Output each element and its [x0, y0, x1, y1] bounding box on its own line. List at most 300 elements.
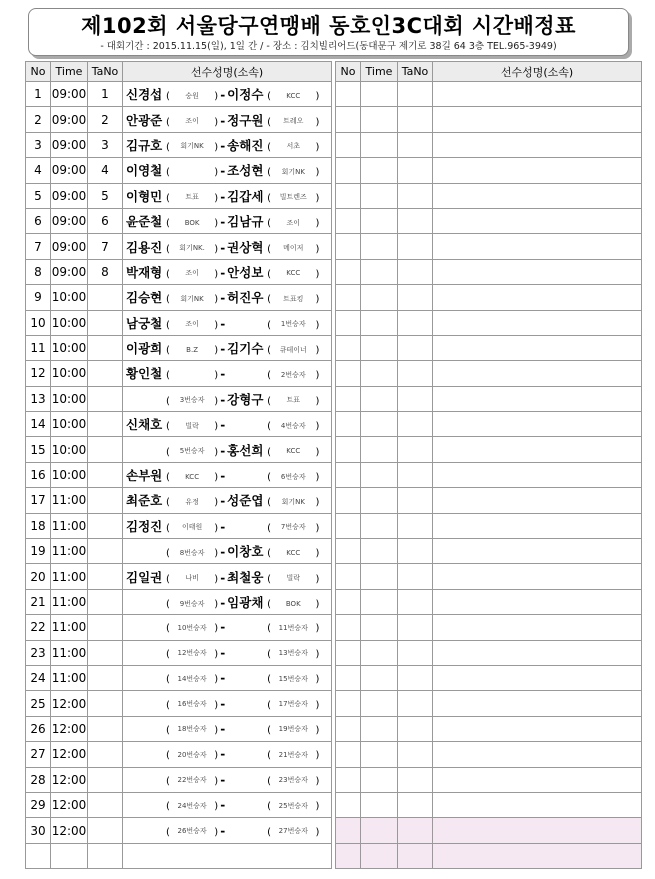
- versus-dash: -: [220, 342, 226, 357]
- empty-cell: [398, 361, 433, 386]
- paren-open: (: [267, 446, 275, 458]
- paren-open: (: [267, 167, 275, 179]
- paren-close: ): [312, 395, 320, 407]
- table-no: [88, 437, 123, 462]
- paren-close: ): [211, 522, 219, 534]
- empty-cell: [336, 183, 361, 208]
- empty-cell: [361, 183, 398, 208]
- empty-cell: [336, 640, 361, 665]
- players-cell: [123, 437, 332, 462]
- match-time: 09:00: [51, 208, 88, 233]
- paren-close: ): [312, 192, 320, 204]
- match-time: 09:00: [51, 183, 88, 208]
- table-row-empty: [336, 132, 642, 157]
- empty-cell: [361, 716, 398, 741]
- empty-cell: [398, 742, 433, 767]
- table-row-empty: [336, 412, 642, 437]
- player-b-affiliation: 조이: [286, 218, 301, 227]
- paren-close: ): [211, 243, 219, 255]
- table-row-empty: [336, 843, 642, 868]
- player-b-affiliation: 4번승자: [280, 421, 306, 430]
- player-b-affiliation: KCC: [286, 269, 301, 278]
- table-no: [88, 335, 123, 360]
- paren-open: (: [267, 243, 275, 255]
- paren-close: ): [312, 91, 320, 103]
- paren-open: (: [267, 472, 275, 484]
- match-no: 26: [26, 716, 51, 741]
- empty-cell: [433, 259, 642, 284]
- table-no: [88, 361, 123, 386]
- table-row-empty: [336, 234, 642, 259]
- match-no: [26, 843, 51, 868]
- paren-close: ): [312, 826, 320, 838]
- paren-close: ): [312, 623, 320, 635]
- paren-close: ): [211, 421, 219, 433]
- table-row-empty: [336, 335, 642, 360]
- paren-close: ): [312, 294, 320, 306]
- table-row: [26, 132, 332, 157]
- players-cell: [123, 691, 332, 716]
- empty-cell: [361, 843, 398, 868]
- paren-open: (: [166, 826, 174, 838]
- empty-cell: [361, 335, 398, 360]
- empty-cell: [361, 792, 398, 817]
- table-no: 4: [88, 158, 123, 183]
- empty-cell: [398, 285, 433, 310]
- paren-close: ): [211, 395, 219, 407]
- table-row: [26, 462, 332, 487]
- player-a-affiliation: 5번승자: [179, 447, 205, 456]
- empty-cell: [361, 158, 398, 183]
- match-no: 4: [26, 158, 51, 183]
- title-box: [28, 8, 629, 56]
- empty-cell: [433, 183, 642, 208]
- player-a-name: 신경섭: [126, 87, 163, 103]
- match-no: 9: [26, 285, 51, 310]
- paren-open: (: [267, 548, 275, 560]
- empty-cell: [433, 462, 642, 487]
- table-row: [26, 158, 332, 183]
- players-cell: [123, 234, 332, 259]
- match-time: 10:00: [51, 412, 88, 437]
- players-cell: [123, 335, 332, 360]
- match-time: 12:00: [51, 691, 88, 716]
- table-row-empty: [336, 488, 642, 513]
- table-row-empty: [336, 361, 642, 386]
- empty-cell: [336, 335, 361, 360]
- paren-open: (: [166, 623, 174, 635]
- paren-close: ): [312, 648, 320, 660]
- match-no: 10: [26, 310, 51, 335]
- match-no: 5: [26, 183, 51, 208]
- player-b-name: 정구원: [227, 112, 264, 128]
- paren-open: (: [267, 648, 275, 660]
- versus-dash: -: [220, 570, 226, 585]
- empty-cell: [361, 539, 398, 564]
- match-time: 12:00: [51, 792, 88, 817]
- empty-cell: [336, 564, 361, 589]
- paren-close: ): [211, 91, 219, 103]
- player-b-name: 김갑세: [227, 188, 264, 204]
- versus-dash: -: [220, 367, 226, 382]
- table-row: [26, 589, 332, 614]
- table-row: [26, 792, 332, 817]
- table-row-empty: [336, 792, 642, 817]
- event-info: - 대회기간 : 2015.11.15(일), 1일 간 / - 장소 : 김치빌리어드(동대문구 제기로 38길 64 3층 TEL.965-3949): [100, 41, 557, 52]
- match-time: 09:00: [51, 158, 88, 183]
- match-time: 11:00: [51, 589, 88, 614]
- paren-open: (: [166, 573, 174, 585]
- schedule-table-left: [25, 61, 332, 869]
- paren-open: (: [267, 268, 275, 280]
- paren-close: ): [312, 674, 320, 686]
- table-no: 8: [88, 259, 123, 284]
- player-b-name: 허진우: [227, 290, 264, 306]
- players-cell: [123, 742, 332, 767]
- paren-close: ): [211, 319, 219, 331]
- empty-cell: [398, 82, 433, 107]
- versus-dash: -: [220, 215, 226, 230]
- empty-cell: [433, 412, 642, 437]
- table-row: [26, 208, 332, 233]
- versus-dash: -: [220, 696, 226, 711]
- paren-close: ): [312, 116, 320, 128]
- paren-close: ): [312, 218, 320, 230]
- player-a-affiliation: 조이: [185, 117, 199, 126]
- empty-cell: [336, 818, 361, 843]
- empty-cell: [433, 843, 642, 868]
- empty-cell: [433, 158, 642, 183]
- paren-close: ): [312, 268, 320, 280]
- player-a-affiliation: B.Z: [186, 345, 198, 354]
- player-a-affiliation: 회기NK: [180, 142, 204, 151]
- table-row-empty: [336, 513, 642, 538]
- player-b-affiliation: 2번승자: [280, 370, 306, 379]
- empty-cell: [433, 132, 642, 157]
- player-a-name: 신채호: [126, 417, 163, 433]
- match-no: 6: [26, 208, 51, 233]
- table-no: [88, 665, 123, 690]
- paren-close: ): [211, 370, 219, 382]
- match-time: 12:00: [51, 818, 88, 843]
- empty-cell: [361, 412, 398, 437]
- empty-cell: [336, 361, 361, 386]
- players-cell: [123, 640, 332, 665]
- col-header-time: Time: [51, 62, 88, 82]
- paren-close: ): [211, 699, 219, 711]
- player-a-name: 이광희: [126, 341, 163, 357]
- table-no: [88, 615, 123, 640]
- table-row: [26, 843, 332, 868]
- versus-dash: -: [220, 316, 226, 331]
- versus-dash: -: [220, 620, 226, 635]
- player-a-affiliation: 10번승자: [177, 623, 207, 632]
- match-time: 11:00: [51, 539, 88, 564]
- empty-cell: [398, 107, 433, 132]
- empty-cell: [336, 462, 361, 487]
- empty-cell: [336, 488, 361, 513]
- player-a-affiliation: 12번승자: [177, 649, 207, 658]
- empty-cell: [433, 285, 642, 310]
- match-time: 12:00: [51, 767, 88, 792]
- table-row-empty: [336, 665, 642, 690]
- table-row: [26, 564, 332, 589]
- match-no: 23: [26, 640, 51, 665]
- player-b-name: 강형구: [227, 391, 264, 407]
- table-no: [88, 589, 123, 614]
- table-row: [26, 82, 332, 107]
- table-row: [26, 818, 332, 843]
- player-a-affiliation: 8번승자: [179, 548, 205, 557]
- paren-open: (: [267, 674, 275, 686]
- match-time: 09:00: [51, 82, 88, 107]
- player-b-name: 홍선희: [227, 442, 264, 458]
- paren-open: (: [166, 548, 174, 560]
- paren-open: (: [166, 395, 174, 407]
- paren-open: (: [267, 116, 275, 128]
- versus-dash: -: [220, 823, 226, 838]
- paren-open: (: [267, 218, 275, 230]
- empty-cell: [361, 665, 398, 690]
- paren-open: (: [166, 497, 174, 509]
- player-b-affiliation: BOK: [285, 599, 301, 608]
- match-time: 10:00: [51, 310, 88, 335]
- empty-cell: [398, 412, 433, 437]
- players-cell: [123, 310, 332, 335]
- empty-cell: [398, 335, 433, 360]
- match-time: 11:00: [51, 513, 88, 538]
- paren-close: ): [312, 750, 320, 762]
- empty-cell: [433, 716, 642, 741]
- versus-dash: -: [220, 671, 226, 686]
- paren-open: (: [267, 750, 275, 762]
- player-a-name: 김용진: [126, 239, 163, 255]
- player-b-affiliation: 빌락: [286, 574, 301, 583]
- match-no: 3: [26, 132, 51, 157]
- empty-cell: [336, 767, 361, 792]
- match-time: [51, 843, 88, 868]
- schedule-table-right: [335, 61, 642, 869]
- versus-dash: -: [220, 443, 226, 458]
- player-b-affiliation: 21번승자: [278, 750, 308, 759]
- player-b-affiliation: 23번승자: [278, 776, 308, 785]
- players-cell: [123, 82, 332, 107]
- table-no: [88, 488, 123, 513]
- table-row-empty: [336, 285, 642, 310]
- paren-close: ): [211, 345, 219, 357]
- empty-cell: [398, 716, 433, 741]
- versus-dash: -: [220, 240, 226, 255]
- table-row-empty: [336, 615, 642, 640]
- empty-cell: [361, 259, 398, 284]
- player-a-name: 박재형: [126, 264, 163, 280]
- paren-close: ): [211, 268, 219, 280]
- empty-cell: [336, 82, 361, 107]
- players-cell: [123, 158, 332, 183]
- versus-dash: -: [220, 519, 226, 534]
- table-row: [26, 437, 332, 462]
- paren-open: (: [166, 750, 174, 762]
- paren-open: (: [166, 599, 174, 610]
- versus-dash: -: [220, 747, 226, 762]
- player-b-name: 이정수: [227, 87, 264, 103]
- empty-cell: [361, 564, 398, 589]
- col-header-tano: TaNo: [88, 62, 123, 82]
- player-a-affiliation: 회기NK.: [179, 244, 205, 253]
- player-b-affiliation: 트레오: [283, 117, 304, 126]
- paren-close: ): [312, 775, 320, 787]
- players-cell: [123, 818, 332, 843]
- match-no: 18: [26, 513, 51, 538]
- table-row: [26, 539, 332, 564]
- paren-open: (: [166, 167, 174, 179]
- player-b-affiliation: 회기NK: [281, 167, 305, 176]
- empty-cell: [336, 285, 361, 310]
- match-time: 10:00: [51, 285, 88, 310]
- players-cell: [123, 589, 332, 614]
- empty-cell: [361, 82, 398, 107]
- empty-cell: [336, 412, 361, 437]
- empty-cell: [336, 234, 361, 259]
- player-a-affiliation: 조이: [185, 269, 199, 278]
- players-cell: [123, 208, 332, 233]
- versus-dash: -: [220, 772, 226, 787]
- empty-cell: [398, 818, 433, 843]
- table-row-empty: [336, 640, 642, 665]
- col-header-no: No: [26, 62, 51, 82]
- player-a-affiliation: 22번승자: [177, 776, 207, 785]
- paren-close: ): [312, 345, 320, 357]
- paren-close: ): [211, 141, 219, 153]
- table-row-empty: [336, 437, 642, 462]
- match-time: 10:00: [51, 462, 88, 487]
- empty-cell: [398, 488, 433, 513]
- table-no: 7: [88, 234, 123, 259]
- empty-cell: [433, 513, 642, 538]
- player-a-name: 김규호: [126, 137, 163, 153]
- table-row: [26, 259, 332, 284]
- table-row: [26, 716, 332, 741]
- table-row-empty: [336, 564, 642, 589]
- empty-cell: [336, 539, 361, 564]
- paren-open: (: [267, 319, 275, 331]
- table-row-empty: [336, 818, 642, 843]
- table-no: 2: [88, 107, 123, 132]
- players-cell: [123, 513, 332, 538]
- table-no: [88, 691, 123, 716]
- players-cell: [123, 183, 332, 208]
- empty-cell: [398, 792, 433, 817]
- paren-close: ): [211, 294, 219, 306]
- table-no: 6: [88, 208, 123, 233]
- empty-cell: [361, 640, 398, 665]
- players-cell: [123, 132, 332, 157]
- table-no: [88, 792, 123, 817]
- empty-cell: [336, 513, 361, 538]
- empty-cell: [433, 691, 642, 716]
- empty-cell: [433, 589, 642, 614]
- player-a-affiliation: BOK: [184, 218, 200, 227]
- table-no: [88, 285, 123, 310]
- player-a-affiliation: 나비: [185, 574, 199, 583]
- empty-cell: [336, 158, 361, 183]
- table-row: [26, 386, 332, 411]
- player-a-affiliation: 회기NK: [180, 294, 204, 303]
- player-a-name: 최준호: [126, 493, 163, 509]
- versus-dash: -: [220, 798, 226, 813]
- paren-close: ): [312, 573, 320, 585]
- empty-cell: [361, 132, 398, 157]
- table-row-empty: [336, 259, 642, 284]
- paren-open: (: [267, 623, 275, 635]
- empty-cell: [433, 615, 642, 640]
- players-cell: [123, 488, 332, 513]
- paren-open: (: [166, 472, 174, 484]
- match-time: 10:00: [51, 437, 88, 462]
- paren-close: ): [312, 548, 320, 560]
- paren-close: ): [312, 724, 320, 736]
- table-no: 3: [88, 132, 123, 157]
- empty-cell: [336, 742, 361, 767]
- match-time: 11:00: [51, 615, 88, 640]
- empty-cell: [398, 589, 433, 614]
- empty-cell: [361, 589, 398, 614]
- empty-cell: [336, 665, 361, 690]
- table-row: [26, 615, 332, 640]
- player-b-affiliation: 서초: [286, 142, 301, 151]
- paren-open: (: [166, 801, 174, 813]
- match-no: 17: [26, 488, 51, 513]
- empty-cell: [398, 234, 433, 259]
- empty-cell: [336, 132, 361, 157]
- paren-close: ): [312, 370, 320, 382]
- versus-dash: -: [220, 721, 226, 736]
- player-a-affiliation: 20번승자: [177, 750, 207, 759]
- empty-cell: [433, 564, 642, 589]
- match-time: 09:00: [51, 234, 88, 259]
- empty-cell: [361, 310, 398, 335]
- match-time: 10:00: [51, 335, 88, 360]
- col-header-tano: TaNo: [398, 62, 433, 82]
- player-b-name: 안성보: [227, 264, 264, 280]
- player-a-affiliation: 유정: [185, 497, 199, 506]
- player-a-affiliation: 18번승자: [177, 725, 207, 734]
- empty-cell: [398, 691, 433, 716]
- versus-dash: -: [220, 469, 226, 484]
- match-no: 7: [26, 234, 51, 259]
- table-header-row: [26, 62, 332, 82]
- match-no: 30: [26, 818, 51, 843]
- col-header-time: Time: [361, 62, 398, 82]
- paren-open: (: [166, 648, 174, 660]
- paren-close: ): [211, 826, 219, 838]
- table-no: [88, 742, 123, 767]
- match-time: 09:00: [51, 107, 88, 132]
- paren-close: ): [312, 319, 320, 331]
- paren-close: ): [211, 218, 219, 230]
- match-no: 22: [26, 615, 51, 640]
- player-b-affiliation: KCC: [286, 447, 301, 456]
- table-row-empty: [336, 691, 642, 716]
- empty-cell: [398, 259, 433, 284]
- table-row: [26, 742, 332, 767]
- table-row-empty: [336, 767, 642, 792]
- col-header-players: 선수성명(소속): [433, 62, 642, 82]
- paren-close: ): [312, 243, 320, 255]
- player-b-affiliation: 트표킹: [283, 294, 304, 303]
- match-time: 12:00: [51, 716, 88, 741]
- page-title: 제102회 서울당구연맹배 동호인3C대회 시간배정표: [81, 14, 576, 38]
